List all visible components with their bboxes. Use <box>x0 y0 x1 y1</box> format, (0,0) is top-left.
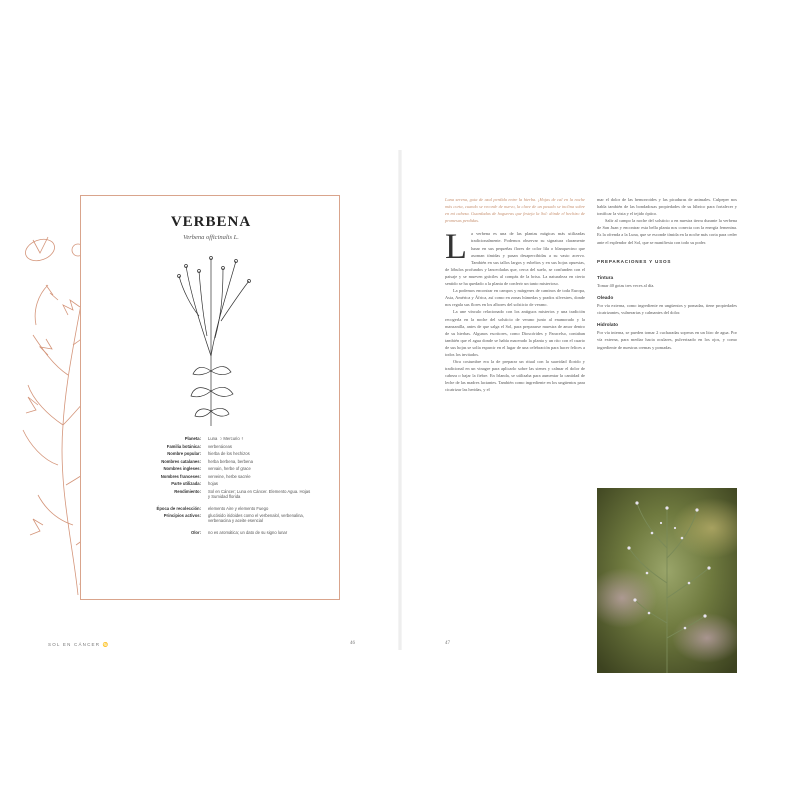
opening-paragraph <box>445 226 585 287</box>
spec-row <box>91 474 336 482</box>
paragraph-text: Otra costumbre era la de preparar un ritual con la suavidad florido y tradicional en un vinagre para aplicarlo sobre las sienes y calmar el dolor de cabeza o bajar la fiebre. En Irlanda, se utilizaba para aumentar la cantidad de leche de las madres lactantes. También como ingrediente en los ungüentos para cicatrizar las heridas, y el <box>445 359 585 393</box>
plant-title: VERBENA <box>170 214 252 230</box>
spec-value: glucósido iridoides como el verbenalol, verbenalina, verbenacina y aceite esencial <box>208 513 304 523</box>
spec-value: Luna ☽ Mercurio ☿ <box>208 436 244 441</box>
spec-label: Nombres franceses: <box>160 473 201 479</box>
right-page-number: 47 <box>445 641 450 646</box>
left-page-number: 46 <box>350 641 355 646</box>
text-column-1 <box>445 196 585 394</box>
book-gutter <box>398 150 402 650</box>
spec-row <box>91 506 336 514</box>
spec-label: Familia botánica: <box>166 443 201 449</box>
spec-row <box>91 489 336 506</box>
spec-value: verbenáceas <box>208 443 232 449</box>
use-title: Oleado <box>597 295 614 301</box>
paragraph-text: La podemos encontrar en campos y márgenes de caminos de toda Europa, Asia, América y África, así como en zonas húmedas y prados silvestres, donde nos regala sus flores en los albores del solsticio de verano. <box>445 288 585 308</box>
section-heading: PREPARACIONES Y USOS <box>597 258 672 264</box>
paragraph-text: a verbena es una de las plantas mágicas más utilizadas tradicionalmente. Podemos observar su signatura claramente lunar en sus pequeñas flores de color lila o blanquecino que asoman tímidas y pasan desapercibidas a su vasto acervo. También en sus tallos largos y esbeltos y en sus hojas opuestas, de lóbulos profundos y lanceoladas que, cerca del suelo, se confunden con el paisaje y se mueven gráciles al compás de la brisa. La naturaleza en cierto sentido se ha quedado a la planta de conferir un tanto misterioso. <box>445 231 585 287</box>
use-text: Por vía interna, se pueden tomar 2 cucharadas soperas en un litro de agua. Por vía externa, para mediar hacia oculares, pulverizado en los ojos, y como ingrediente de nuestras cremas y pomadas. <box>597 330 737 350</box>
spec-value: Sol en Cáncer; Luna en Cáncer. Elemento Agua. Hojas y Sumidad florida <box>208 488 311 499</box>
spec-label: Nombres ingleses: <box>163 466 201 471</box>
spec-label: Rendimiento: <box>174 488 201 494</box>
spec-label: Nombre popular: <box>167 451 201 456</box>
verbena-photo <box>597 488 737 673</box>
spec-row <box>91 513 336 530</box>
spec-row <box>91 451 336 459</box>
spec-label: Nombres catalanes: <box>161 458 201 464</box>
use-title: Tintura <box>597 275 614 281</box>
right-page <box>400 0 800 800</box>
spec-row <box>91 466 336 474</box>
use-text: Por vía externa, como ingrediente en ungüentos y pomadas, tiene propiedades cicatrizantes, vulnerarias y calmantes del dolor. <box>597 303 737 316</box>
spec-value: elemento Aire y elemento Fuego <box>208 505 269 511</box>
plant-drawing <box>141 246 281 431</box>
spec-value: hojas <box>208 481 219 486</box>
paragraph-text: mar el dolor de las hemorroides y las picaduras de animales. Culpeper nos habla también de las bondadosas propiedades de su lúbrico para fortalecer y tonificar la vista y el tejido óptico. <box>597 197 737 217</box>
spec-row <box>91 459 336 467</box>
use-text: Tomar 40 gotas tres veces al día. <box>597 282 655 288</box>
text-column-2 <box>597 196 737 351</box>
spec-row <box>91 481 336 489</box>
spec-row <box>91 444 336 452</box>
plant-card <box>80 195 340 600</box>
spec-label: Parte utilizada: <box>171 481 201 486</box>
spec-value: hierba de los hechizos <box>208 451 250 456</box>
paragraph-text: La une vínculo relacionado con los antiguos misterios y una tradición recogerla en la noche del solsticio de verano junto al enamorado y la manzanilla, antes de que salga el Sol, para prepararse muestra de amor dentro de su hierbas. Algunos escritores, como Dioscórides y Paracelso, contaban también que el agua donde se había macerado la planta y un rito con el cuarto de sus hojas se solía esparcir en el lugar de una celebración para hacer felices a todos los invitados. <box>445 309 585 357</box>
drop-cap: L <box>445 226 467 267</box>
spec-value: herba berbena, berbena <box>208 458 253 464</box>
spec-label: Planeta: <box>184 436 201 441</box>
epigraph-quote: Luna serena, gota de azul perdida entre la hierba. ¡Hojas de cal en la noche más corta, cuando se recorde de nuevo, la clave de un pasado se inclina sobre en mi cabeza. Guardadas de hogueras que festeja la Sol: dónde el hechizo de promesas perdidas. <box>445 197 585 224</box>
plant-specs <box>91 436 336 542</box>
spec-value: no es aromática; un dato de su signo lunar <box>208 530 288 535</box>
spec-value: verveine, herbe sacrée <box>208 473 251 479</box>
spec-value: vervain, herbe of grace <box>208 466 251 471</box>
spec-label: Principios activos: <box>163 513 201 518</box>
paragraph-text: Salir al campo la noche del solsticio a en nuestra tierra durante la verbena de San Juan y encontrar esta bella planta nos conecta con la energía femenina. Es la ofrenda a la Luna, que se esconde tímida en la noche más corta para ceder ante el esplendor del Sol, que se manifiesta con todo su poder. <box>597 218 737 245</box>
spec-label: Época de recolección: <box>156 505 201 511</box>
spec-row <box>91 530 336 542</box>
running-head: SOL EN CÁNCER ♋ <box>48 642 110 647</box>
spec-label: Olor: <box>190 530 201 535</box>
plant-scientific-name: Verbena officinalis L. <box>183 234 239 241</box>
spec-row <box>91 436 336 444</box>
use-title: Hidrolato <box>597 323 619 329</box>
